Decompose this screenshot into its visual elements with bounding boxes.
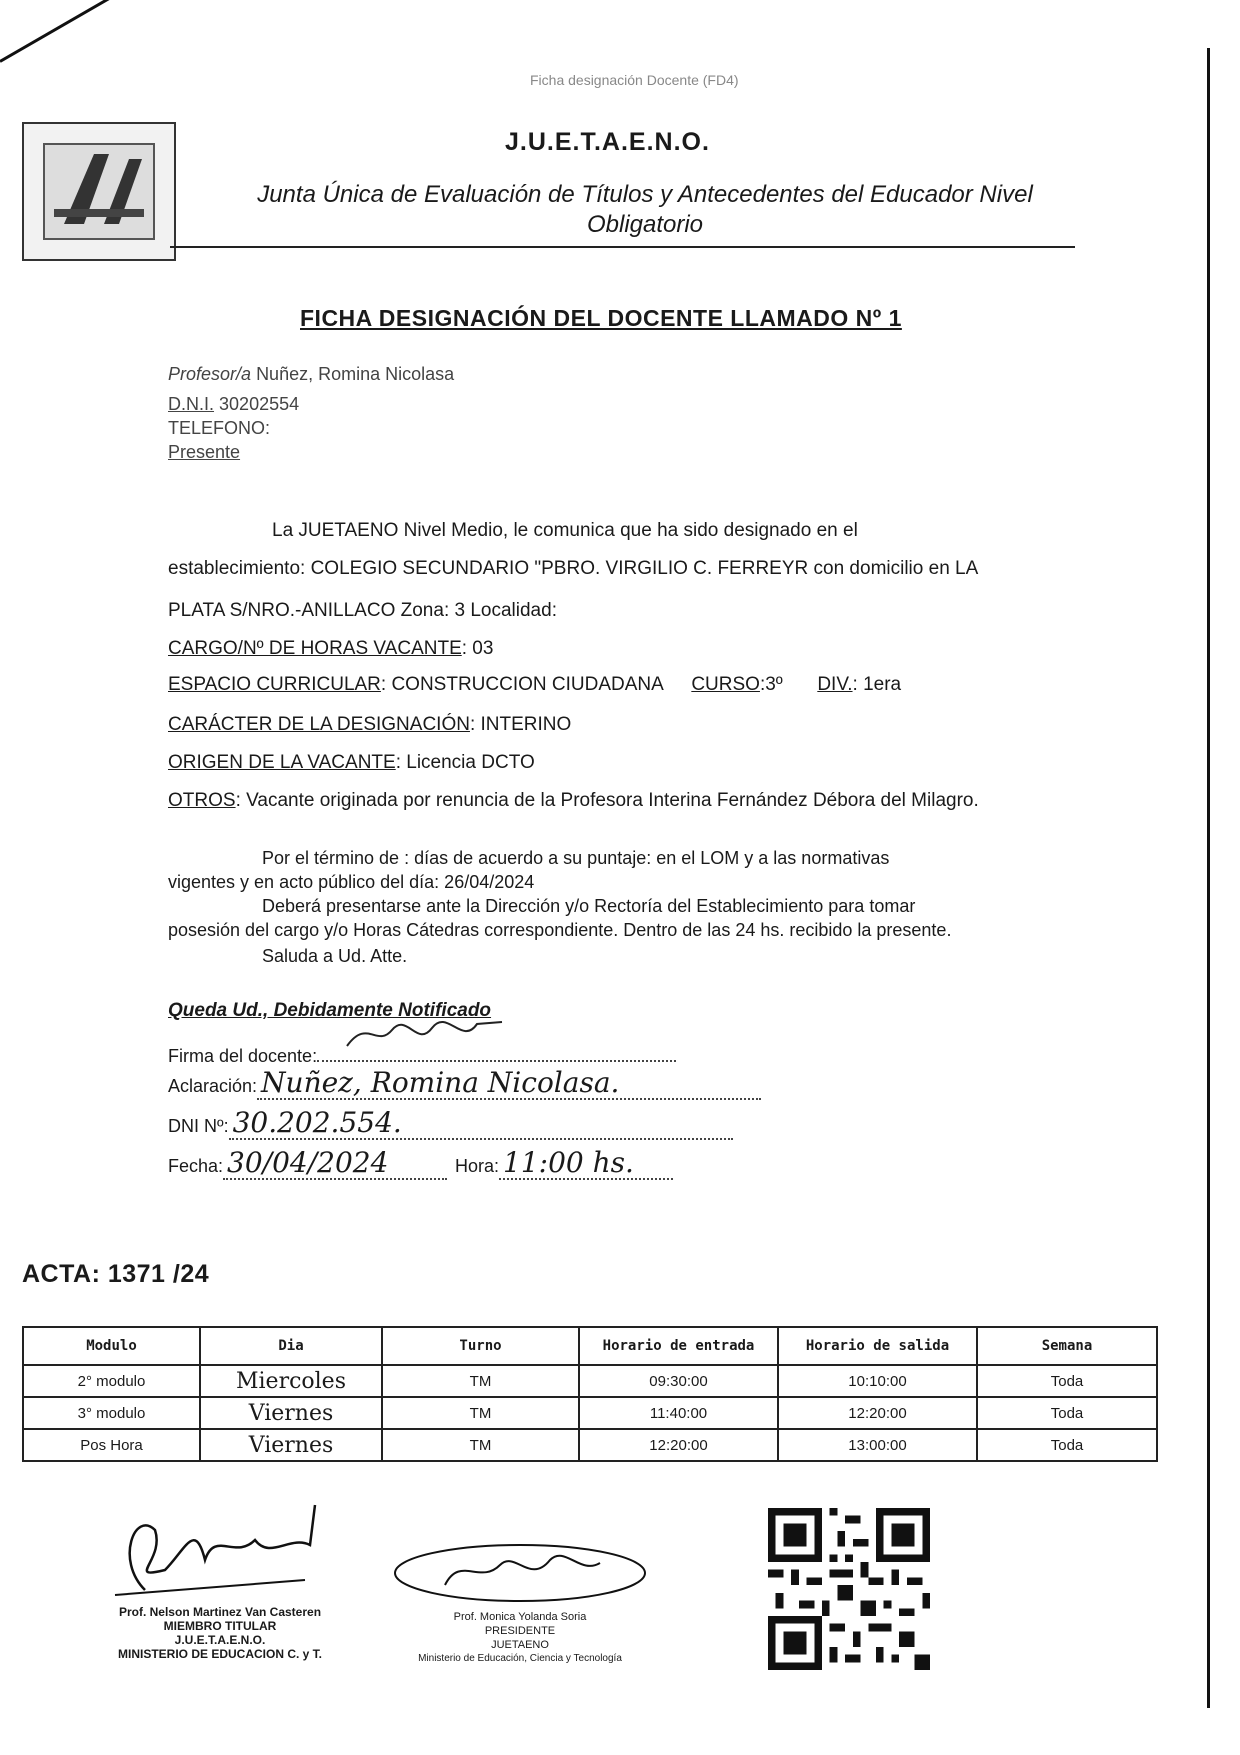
right-signature-stamp	[390, 1535, 650, 1605]
recipient-telefono: TELEFONO:	[168, 418, 271, 438]
curso-value: :3º	[759, 674, 783, 695]
caracter-value: : INTERINO	[469, 714, 572, 735]
cell-semana: Toda	[977, 1365, 1157, 1397]
termino-line-1: Por el término de : días de acuerdo a su puntaje: en el LOM y a las normativas	[262, 848, 890, 868]
recipient-presente: Presente	[168, 442, 241, 462]
col-semana: Semana	[977, 1327, 1157, 1365]
aclaracion-label: Aclaración:	[168, 1076, 258, 1096]
hora-label: Hora:	[455, 1156, 500, 1176]
left-signer-role: MIEMBRO TITULAR	[163, 1619, 277, 1633]
fecha-label: Fecha:	[168, 1156, 224, 1176]
schedule-header-row	[23, 1327, 1157, 1365]
espacio-line	[168, 674, 901, 696]
dni-row-label: DNI Nº:	[168, 1116, 229, 1136]
recipient-dni-line	[168, 394, 299, 415]
form-code: Ficha designación Docente (FD4)	[530, 72, 739, 88]
cell-turno: TM	[382, 1429, 579, 1461]
col-turno: Turno	[382, 1327, 579, 1365]
intro-line-2: establecimiento: COLEGIO SECUNDARIO "PBRO. VIRGILIO C. FERREYR con domicilio en LA	[168, 558, 979, 579]
table-row	[23, 1429, 1157, 1461]
cell-dia: Viernes	[200, 1429, 382, 1461]
profesora-value: Nuñez, Romina Nicolasa	[256, 364, 455, 384]
otros-label: OTROS	[168, 790, 236, 811]
cell-modulo: 3° modulo	[23, 1397, 200, 1429]
cell-turno: TM	[382, 1365, 579, 1397]
scan-mark	[0, 0, 131, 63]
dni-row-value: 30.202.554.	[229, 1108, 733, 1140]
caracter-line	[168, 714, 571, 736]
origen-value: : Licencia DCTO	[395, 752, 535, 773]
firma-row	[168, 1030, 676, 1067]
div-label: DIV.	[817, 674, 853, 695]
presentarse-line-2: posesión del cargo y/o Horas Cátedras correspondiente. Dentro de las 24 hs. recibido la presente.	[168, 920, 952, 940]
page-edge-line	[1207, 48, 1210, 1708]
firma-label: Firma del docente:	[168, 1046, 318, 1066]
cell-dia: Viernes	[200, 1397, 382, 1429]
right-signer-org: JUETAENO	[491, 1639, 549, 1651]
right-signer-role: PRESIDENTE	[484, 1625, 556, 1637]
qr-code-icon	[768, 1508, 930, 1670]
left-signature-icon	[105, 1500, 335, 1600]
acta-number: ACTA: 1371 /24	[22, 1260, 210, 1288]
left-signature-block	[105, 1500, 335, 1680]
left-signer-ministry: MINISTERIO DE EDUCACION C. y T.	[117, 1647, 323, 1661]
cell-turno: TM	[382, 1397, 579, 1429]
dni-row	[168, 1108, 733, 1140]
col-modulo: Modulo	[23, 1327, 200, 1365]
cell-entrada: 12:20:00	[579, 1429, 778, 1461]
fecha-row	[168, 1148, 673, 1180]
fecha-value: 30/04/2024	[223, 1148, 447, 1180]
hora-value: 11:00 hs.	[499, 1148, 673, 1180]
recipient-name-line	[168, 364, 454, 385]
intro-line-1: La JUETAENO Nivel Medio, le comunica que ha sido designado en el	[272, 520, 858, 541]
col-dia: Dia	[200, 1327, 382, 1365]
curso-label: CURSO	[691, 674, 760, 695]
left-signer-name: Prof. Nelson Martinez Van Casteren	[118, 1605, 322, 1619]
left-signer-org: J.U.E.T.A.E.N.O.	[174, 1633, 266, 1647]
termino-line-2: vigentes y en acto público del día: 26/04/2024	[168, 872, 535, 892]
institution-logo	[22, 122, 176, 261]
cell-salida: 10:10:00	[778, 1365, 977, 1397]
right-signature-block	[390, 1535, 650, 1664]
firma-signature	[317, 1030, 676, 1062]
col-entrada: Horario de entrada	[579, 1327, 778, 1365]
espacio-value: : CONSTRUCCION CIUDADANA	[380, 674, 663, 695]
cell-entrada: 09:30:00	[579, 1365, 778, 1397]
profesora-label: Profesor/a	[168, 364, 252, 384]
cargo-value: : 03	[461, 638, 494, 659]
table-row	[23, 1397, 1157, 1429]
origen-label: ORIGEN DE LA VACANTE	[168, 752, 396, 773]
saluda: Saluda a Ud. Atte.	[262, 946, 408, 966]
cell-dia: Miercoles	[200, 1365, 382, 1397]
cell-semana: Toda	[977, 1397, 1157, 1429]
caracter-label: CARÁCTER DE LA DESIGNACIÓN	[168, 714, 470, 735]
org-name: Junta Única de Evaluación de Títulos y Antecedentes del Educador Nivel Obligatorio	[257, 181, 1033, 238]
cell-entrada: 11:40:00	[579, 1397, 778, 1429]
otros-value: : Vacante originada por renuncia de la Profesora Interina Fernández Débora del Milagro.	[235, 790, 979, 811]
table-row	[23, 1365, 1157, 1397]
cell-salida: 13:00:00	[778, 1429, 977, 1461]
div-value: : 1era	[852, 674, 902, 695]
col-salida: Horario de salida	[778, 1327, 977, 1365]
presentarse-line-1: Deberá presentarse ante la Dirección y/o Rectoría del Establecimiento para tomar	[262, 896, 916, 916]
cell-salida: 12:20:00	[778, 1397, 977, 1429]
document-title: FICHA DESIGNACIÓN DEL DOCENTE LLAMADO Nº 1	[300, 305, 902, 331]
espacio-label: ESPACIO CURRICULAR	[168, 674, 381, 695]
cargo-label: CARGO/Nº DE HORAS VACANTE	[168, 638, 462, 659]
dni-value: 30202554	[219, 394, 300, 414]
origen-line	[168, 752, 535, 774]
intro-line-3: PLATA S/NRO.-ANILLACO Zona: 3 Localidad:	[168, 600, 557, 621]
header-divider	[170, 246, 1075, 248]
aclaracion-row	[168, 1068, 761, 1100]
right-signer-name: Prof. Monica Yolanda Soria	[453, 1611, 587, 1623]
cell-modulo: 2° modulo	[23, 1365, 200, 1397]
org-acronym: J.U.E.T.A.E.N.O.	[505, 128, 710, 156]
otros-line	[168, 790, 979, 812]
cargo-line	[168, 638, 493, 660]
schedule-table	[22, 1326, 1158, 1462]
cell-modulo: Pos Hora	[23, 1429, 200, 1461]
cell-semana: Toda	[977, 1429, 1157, 1461]
dni-label: D.N.I.	[168, 394, 215, 414]
right-signer-ministry: Ministerio de Educación, Ciencia y Tecnología	[418, 1653, 622, 1664]
notified-heading: Queda Ud., Debidamente Notificado	[168, 1000, 492, 1021]
aclaracion-value: Nuñez, Romina Nicolasa.	[257, 1068, 761, 1100]
